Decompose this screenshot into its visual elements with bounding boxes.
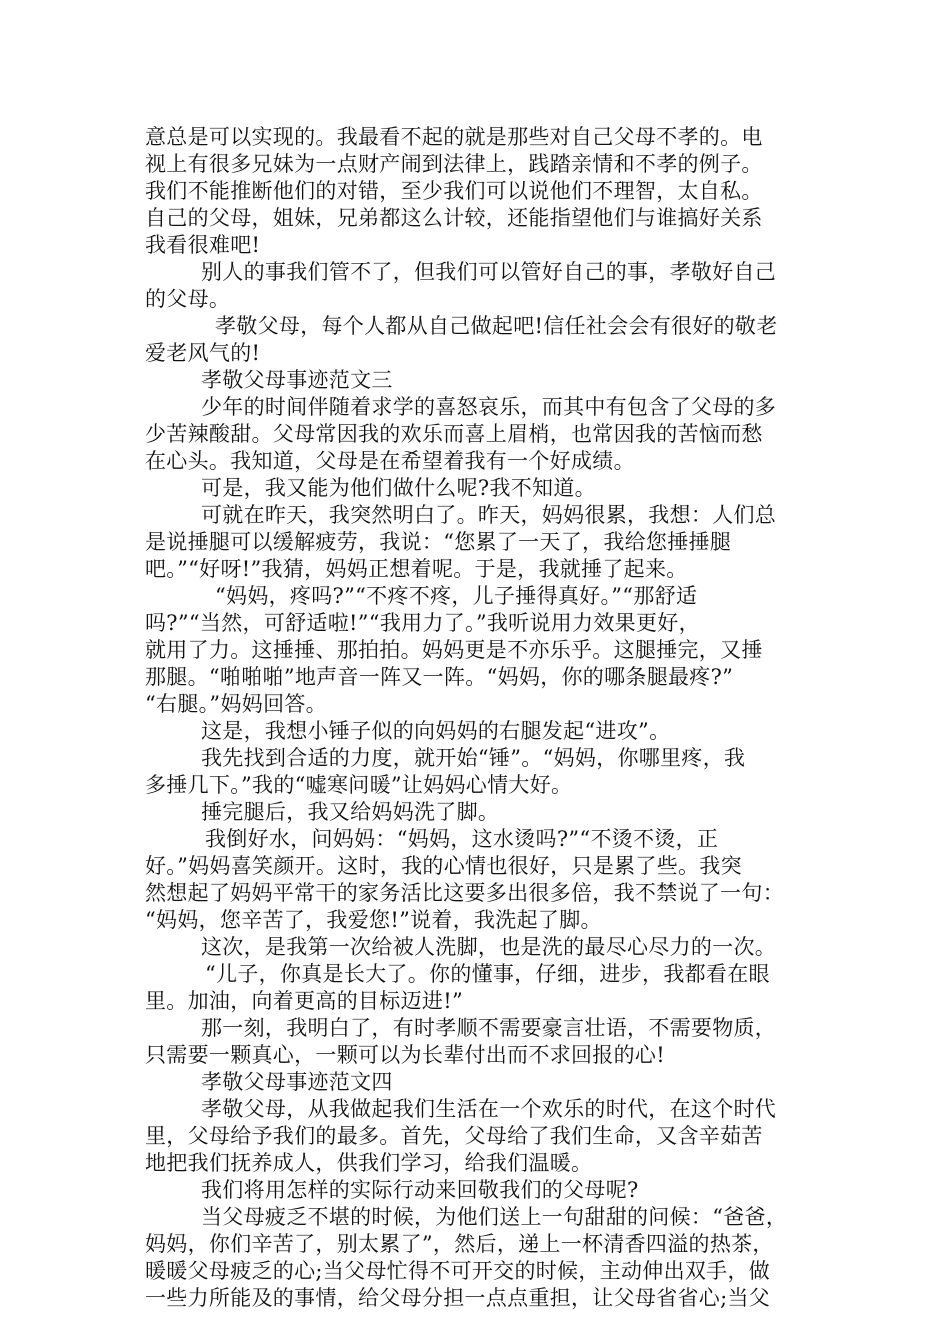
text-line: 可是，我又能为他们做什么呢?我不知道。 — [201, 476, 596, 500]
text-line: 这是，我想小锤子似的向妈妈的右腿发起“进攻”。 — [201, 719, 671, 743]
text-line: 捶完腿后，我又给妈妈洗了脚。 — [201, 800, 500, 824]
text-line: 在心头。我知道，父母是在希望着我有一个好成绩。 — [145, 449, 635, 473]
text-line: 吗?”“当然，可舒适啦!”“我用力了。”我听说用力效果更好， — [145, 611, 700, 635]
text-line: 然想起了妈妈平常干的家务活比这要多出很多倍，我不禁说了一句： — [145, 881, 784, 905]
text-line: 我先找到合适的力度，就开始“锤”。“妈妈，你哪里疼，我 — [201, 746, 746, 770]
text-line: 少苦辣酸甜。父母常因我的欢乐而喜上眉梢，也常因我的苦恼而愁 — [145, 422, 763, 446]
text-line: 一些力所能及的事情，给父母分担一点点重担，让父母省省心;当父 — [145, 1286, 771, 1310]
text-line: 少年的时间伴随着求学的喜怒哀乐，而其中有包含了父母的多 — [201, 395, 777, 419]
text-line: 我看很难吧! — [145, 233, 261, 257]
text-line: 爱老风气的! — [145, 341, 261, 365]
text-line: 多捶几下。”我的“嘘寒问暖”让妈妈心情大好。 — [145, 773, 573, 797]
text-line: 我们不能推断他们的对错，至少我们可以说他们不理智，太自私。 — [145, 179, 763, 203]
text-line: 里。加油，向着更高的目标迈进!” — [145, 989, 463, 1013]
text-line: 自己的父母，姐妹，兄弟都这么计较，还能指望他们与谁搞好关系 — [145, 206, 763, 230]
text-line: 意总是可以实现的。我最看不起的就是那些对自己父母不孝的。电 — [145, 125, 763, 149]
text-line: “妈妈，疼吗?”“不疼不疼，儿子捶得真好。”“那舒适 — [215, 584, 698, 608]
text-line: 当父母疲乏不堪的时候，为他们送上一句甜甜的问候：“爸爸， — [201, 1205, 788, 1229]
text-line: 可就在昨天，我突然明白了。昨天，妈妈很累，我想：人们总 — [201, 503, 777, 527]
text-line: 暖暖父母疲乏的心;当父母忙得不可开交的时候，主动伸出双手，做 — [145, 1259, 771, 1283]
text-line: “妈妈，您辛苦了，我爱您!”说着，我洗起了脚。 — [145, 908, 602, 932]
text-line: 孝敬父母，从我做起我们生活在一个欢乐的时代，在这个时代 — [201, 1097, 777, 1121]
text-line: 吧。”“好呀!”我猜，妈妈正想着呢。于是，我就捶了起来。 — [145, 557, 688, 581]
text-line: 视上有很多兄妹为一点财产闹到法律上，践踏亲情和不孝的例子。 — [145, 152, 763, 176]
text-line: 那一刻，我明白了，有时孝顺不需要豪言壮语，不需要物质， — [201, 1016, 777, 1040]
text-line: 地把我们抚养成人，供我们学习，给我们温暖。 — [145, 1151, 593, 1175]
text-line: “儿子，你真是长大了。你的懂事，仔细，进步，我都看在眼 — [205, 962, 770, 986]
text-line: 那腿。“啪啪啪”地声音一阵又一阵。“妈妈，你的哪条腿最疼?” — [145, 665, 734, 689]
text-line: 这次，是我第一次给被人洗脚，也是洗的最尽心尽力的一次。 — [201, 935, 777, 959]
text-line: 我倒好水，问妈妈：“妈妈，这水烫吗?”“不烫不烫，正 — [205, 827, 719, 851]
text-line: “右腿。”妈妈回答。 — [145, 692, 327, 716]
text-line: 好。”妈妈喜笑颜开。这时，我的心情也很好，只是累了些。我突 — [145, 854, 742, 878]
text-line: 妈妈，你们辛苦了，别太累了”，然后，递上一杯清香四溢的热茶， — [145, 1232, 774, 1256]
document-body — [145, 124, 835, 1312]
text-line: 的父母。 — [145, 287, 231, 311]
text-line: 里，父母给予我们的最多。首先，父母给了我们生命，又含辛茹苦 — [145, 1124, 763, 1148]
text-line: 孝敬父母事迹范文四 — [201, 1070, 393, 1094]
text-line: 是说捶腿可以缓解疲劳，我说：“您累了一天了，我给您捶捶腿 — [145, 530, 732, 554]
text-line: 别人的事我们管不了，但我们可以管好自己的事，孝敬好自己 — [201, 260, 777, 284]
text-line: 我们将用怎样的实际行动来回敬我们的父母呢? — [201, 1178, 639, 1202]
text-line: 只需要一颗真心，一颗可以为长辈付出而不求回报的心! — [145, 1043, 665, 1067]
text-line: 孝敬父母，每个人都从自己做起吧!信任社会会有很好的敬老 — [215, 314, 778, 338]
text-line: 就用了力。这捶捶、那拍拍。妈妈更是不亦乐乎。这腿捶完，又捶 — [145, 638, 763, 662]
text-line: 孝敬父母事迹范文三 — [201, 368, 393, 392]
